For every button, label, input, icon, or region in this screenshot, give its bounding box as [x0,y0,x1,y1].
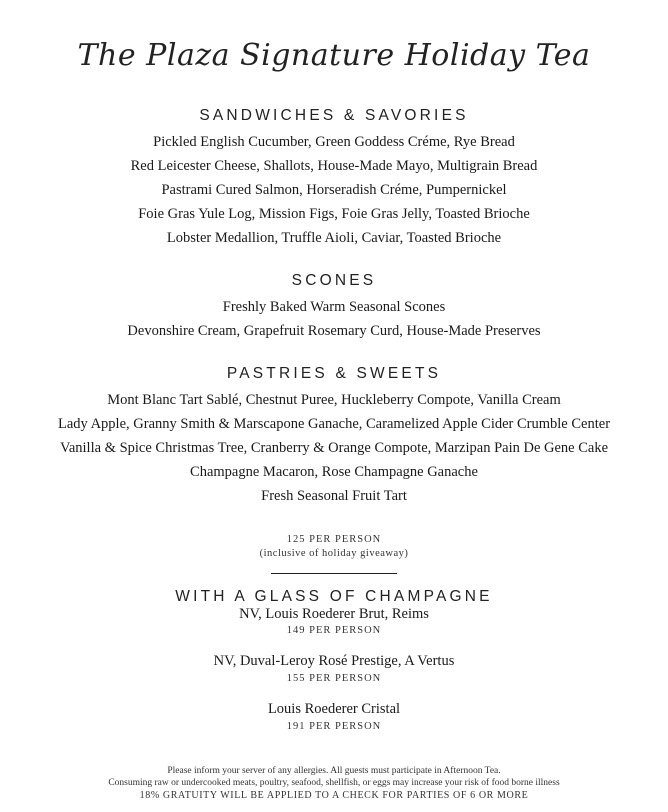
list-item: Mont Blanc Tart Sablé, Chestnut Puree, Huckleberry Compote, Vanilla Cream [107,392,561,408]
pastries-heading: PASTRIES & SWEETS [226,365,442,382]
champagne-option-name: NV, Duval-Leroy Rosé Prestige, A Vertus [213,653,455,669]
champagne-option-price: 149 PER PERSON [286,625,382,636]
list-item: Lobster Medallion, Truffle Aioli, Caviar, Toasted Brioche [166,230,502,246]
scones-list [0,295,668,343]
sandwiches-heading: SANDWICHES & SAVORIES [199,107,469,124]
list-item: Foie Gras Yule Log, Mission Figs, Foie Gras Jelly, Toasted Brioche [138,206,530,222]
list-item: Pickled English Cucumber, Green Goddess Créme, Rye Bread [153,134,515,150]
champagne-heading: WITH A GLASS OF CHAMPAGNE [175,588,493,605]
champagne-option-name: Louis Roederer Cristal [267,701,401,717]
gratuity-notice: 18% GRATUITY WILL BE APPLIED TO A CHECK FOR PARTIES OF 6 OR MORE [139,790,529,801]
list-item: Fresh Seasonal Fruit Tart [261,488,407,504]
list-item: Champagne Macaron, Rose Champagne Ganache [190,464,478,480]
list-item: Pastrami Cured Salmon, Horseradish Créme, Pumpernickel [161,182,507,198]
champagne-option-price: 191 PER PERSON [286,721,382,732]
section-divider [271,573,397,574]
champagne-option-name: NV, Louis Roederer Brut, Reims [239,606,429,622]
list-item: Vanilla & Spice Christmas Tree, Cranberry & Orange Compote, Marzipan Pain De Gene Cake [59,440,609,456]
allergy-notice: Please inform your server of any allergies. All guests must participate in Afternoon Tea. [167,766,501,776]
sandwiches-list [0,130,668,250]
list-item: Lady Apple, Granny Smith & Marscapone Ganache, Caramelized Apple Cider Crumble Center [57,416,611,432]
list-item: Red Leicester Cheese, Shallots, House-Made Mayo, Multigrain Bread [130,158,538,174]
champagne-option-price: 155 PER PERSON [286,673,382,684]
pastries-list [0,388,668,508]
tea-price-note: (inclusive of holiday giveaway) [259,548,409,559]
tea-price: 125 PER PERSON [286,534,382,545]
list-item: Freshly Baked Warm Seasonal Scones [222,299,446,315]
list-item: Devonshire Cream, Grapefruit Rosemary Curd, House-Made Preserves [127,323,541,339]
scones-heading: SCONES [291,272,377,289]
menu-title: The Plaza Signature Holiday Tea [77,38,591,73]
food-safety-notice: Consuming raw or undercooked meats, poultry, seafood, shellfish, or eggs may increase your risk of food borne illness [108,778,560,788]
